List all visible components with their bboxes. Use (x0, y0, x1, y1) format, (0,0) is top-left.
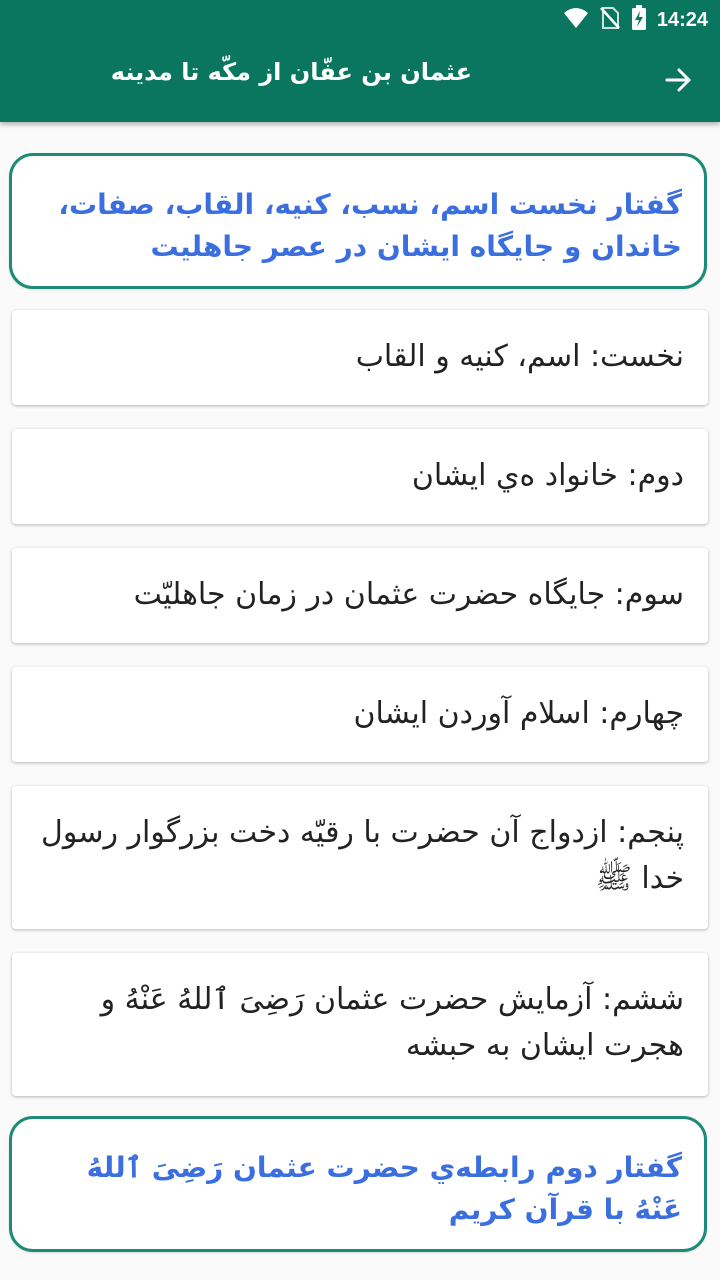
list-item[interactable] (12, 310, 708, 405)
arrow-right-icon (664, 66, 692, 98)
list-item[interactable] (12, 786, 708, 929)
list-item[interactable] (12, 667, 708, 762)
app-bar (0, 40, 720, 122)
list-item-label: نخست: اسم، کنیه و القاب (355, 339, 684, 374)
battery-charging-icon (631, 5, 647, 35)
chapter-header-1[interactable] (9, 153, 707, 289)
list-item[interactable] (12, 548, 708, 643)
status-time: 14:24 (656, 8, 708, 31)
list-item-label: پنجم: ازدواج آن حضرت با رقیّه دخت بزرگوار رسول خدا ﷺ (41, 815, 684, 896)
list-item-label: دوم: خانواد ەي ایشان (411, 458, 684, 493)
wifi-icon (563, 7, 589, 33)
list-item-label: سوم: جایگاه حضرت عثمان در زمان جاهلیّت (133, 577, 684, 612)
status-icons (563, 0, 708, 40)
list-item-label: ششم: آزمایش حضرت عثمان رَضِىَ ٱللهُ عَنْهُ و هجرت ایشان به حبشه (100, 982, 684, 1063)
list-item[interactable] (12, 953, 708, 1096)
content-list[interactable] (0, 122, 720, 1280)
list-item-label: چهارم: اسلام آوردن ایشان (353, 696, 684, 731)
chapter-title: گفتار دوم رابطه‌ي حضرت عثمان رَضِىَ ٱللهُ عَنْهُ با قرآن کریم (86, 1151, 682, 1226)
list-item[interactable] (12, 429, 708, 524)
no-sim-icon (599, 6, 621, 34)
chapter-header-2[interactable] (9, 1116, 707, 1252)
back-button[interactable] (658, 62, 698, 102)
chapter-title: گفتار نخست اسم، نسب، کنیه، القاب، صفات، خاندان و جایگاه ایشان در عصر جاهلیت (58, 188, 682, 263)
page-title: عثمان بن عفّان از مکّه تا مدینه (110, 58, 472, 86)
status-bar (0, 0, 720, 40)
